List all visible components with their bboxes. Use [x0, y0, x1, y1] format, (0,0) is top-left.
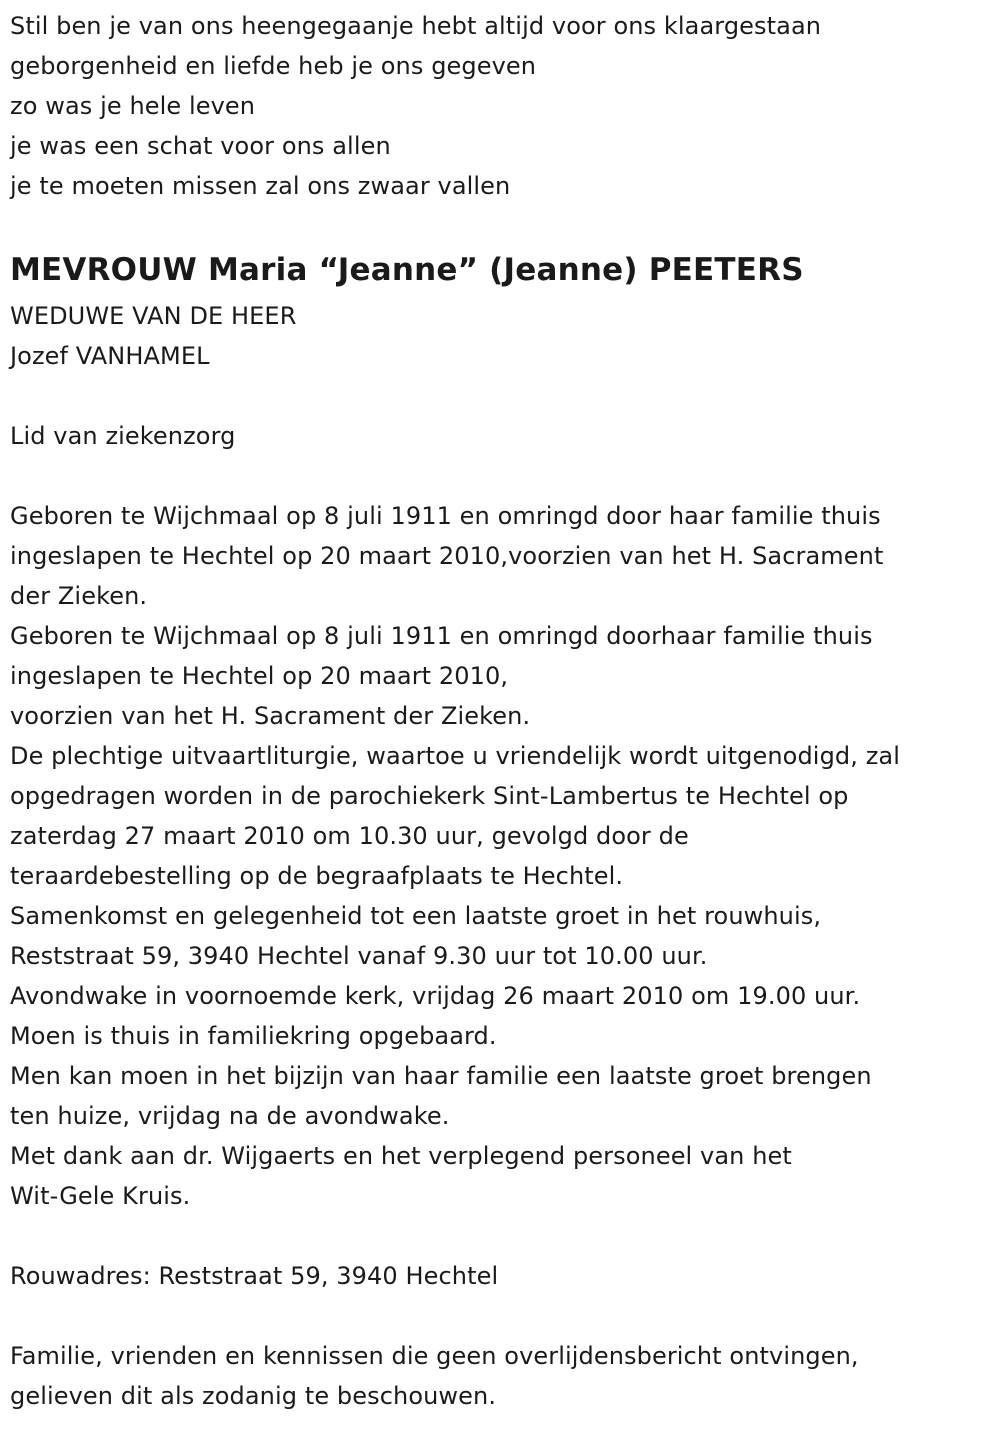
- body-line: opgedragen worden in de parochiekerk Sint-Lambertus te Hechtel op: [10, 782, 849, 810]
- body-line: ten huize, vrijdag na de avondwake.: [10, 1102, 450, 1130]
- membership-text: Lid van ziekenzorg: [10, 422, 236, 450]
- body-line: Met dank aan dr. Wijgaerts en het verplegend personeel van het: [10, 1142, 792, 1170]
- poem-line: geborgenheid en liefde heb je ons gegeven: [10, 52, 537, 80]
- poem-line: Stil ben je van ons heengegaanje hebt altijd voor ons klaargestaan: [10, 12, 822, 40]
- poem-line: zo was je hele leven: [10, 92, 256, 120]
- mourning-address: Rouwadres: Reststraat 59, 3940 Hechtel: [10, 1262, 499, 1290]
- body-line: Wit-Gele Kruis.: [10, 1182, 191, 1210]
- closing-line: gelieven dit als zodanig te beschouwen.: [10, 1382, 497, 1410]
- body-line: zaterdag 27 maart 2010 om 10.30 uur, gevolgd door de: [10, 822, 689, 850]
- body-line: Avondwake in voornoemde kerk, vrijdag 26 maart 2010 om 19.00 uur.: [10, 982, 861, 1010]
- spouse-name: Jozef VANHAMEL: [10, 342, 210, 370]
- body-line: Moen is thuis in familiekring opgebaard.: [10, 1022, 497, 1050]
- body-line: Geboren te Wijchmaal op 8 juli 1911 en omringd door haar familie thuis: [10, 502, 881, 530]
- body-line: Men kan moen in het bijzijn van haar familie een laatste groet brengen: [10, 1062, 872, 1090]
- body-line: ingeslapen te Hechtel op 20 maart 2010,voorzien van het H. Sacrament: [10, 542, 884, 570]
- body-text: [10, 496, 995, 1216]
- deceased-name: MEVROUW Maria “Jeanne” (Jeanne) PEETERS: [10, 252, 804, 288]
- obituary-notice: [10, 6, 995, 1416]
- body-line: ingeslapen te Hechtel op 20 maart 2010,: [10, 662, 509, 690]
- body-line: teraardebestelling op de begraafplaats te Hechtel.: [10, 862, 624, 890]
- relation-text: WEDUWE VAN DE HEER: [10, 302, 297, 330]
- poem-line: je te moeten missen zal ons zwaar vallen: [10, 172, 511, 200]
- spacer: [10, 376, 995, 416]
- closing-line: Familie, vrienden en kennissen die geen overlijdensbericht ontvingen,: [10, 1342, 859, 1370]
- body-line: der Zieken.: [10, 582, 148, 610]
- closing-text: [10, 1336, 995, 1416]
- poem-line: je was een schat voor ons allen: [10, 132, 391, 160]
- deceased-details: [10, 296, 995, 376]
- body-line: voorzien van het H. Sacrament der Zieken.: [10, 702, 531, 730]
- body-line: Geboren te Wijchmaal op 8 juli 1911 en omringd doorhaar familie thuis: [10, 622, 873, 650]
- spacer: [10, 1296, 995, 1336]
- poem: [10, 6, 995, 206]
- spacer: [10, 1216, 995, 1256]
- body-line: De plechtige uitvaartliturgie, waartoe u vriendelijk wordt uitgenodigd, zal: [10, 742, 900, 770]
- spacer: [10, 456, 995, 496]
- body-line: Reststraat 59, 3940 Hechtel vanaf 9.30 uur tot 10.00 uur.: [10, 942, 708, 970]
- body-line: Samenkomst en gelegenheid tot een laatste groet in het rouwhuis,: [10, 902, 822, 930]
